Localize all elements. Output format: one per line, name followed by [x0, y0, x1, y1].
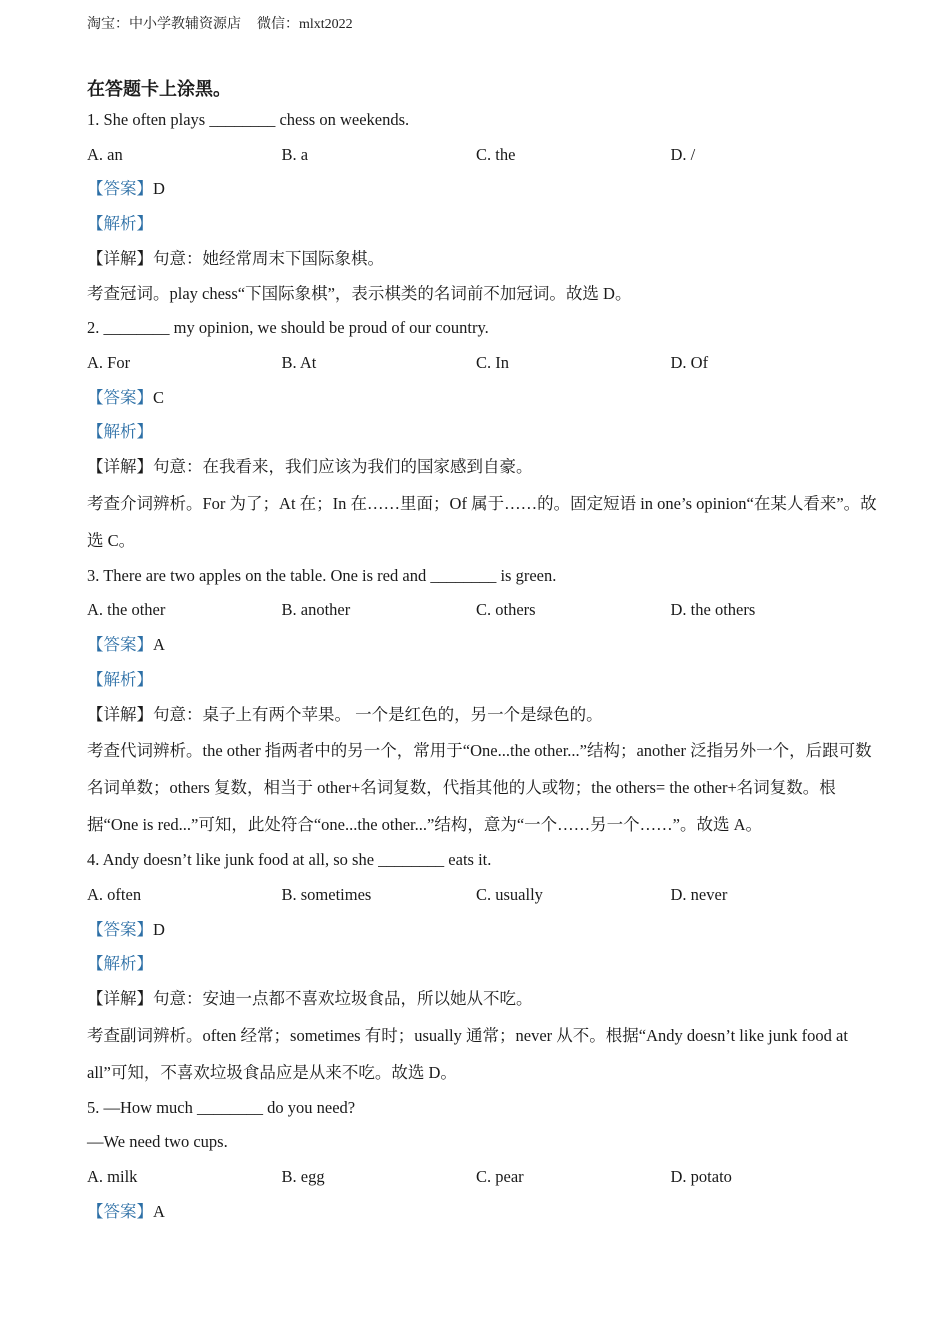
analysis-label: 【解析】: [87, 669, 153, 689]
question-4: [87, 843, 877, 1091]
question-stem: 1. She often plays ________ chess on weekends.: [87, 110, 410, 129]
answer-line: [87, 1195, 877, 1230]
detail-line: [87, 450, 877, 485]
analysis-label: 【解析】: [87, 422, 153, 442]
question-stem: 3. There are two apples on the table. One is red and ________ is green.: [87, 565, 557, 585]
question-3: [87, 559, 877, 844]
question-1: [87, 103, 877, 311]
answer-value: D: [153, 919, 165, 939]
detail-label: 【详解】: [87, 989, 153, 1009]
option-a: A. often: [87, 884, 142, 904]
option-d: D. potato: [670, 1167, 732, 1187]
answer-line: [87, 628, 877, 663]
option-c: C. usually: [476, 884, 543, 904]
analysis-label: 【解析】: [87, 214, 153, 234]
explanation-text: 考查冠词。play chess“下国际象棋”，表示棋类的名词前不加冠词。故选 D。: [87, 283, 632, 303]
header-shop: 淘宝：中小学教辅资源店: [87, 17, 241, 32]
meaning-text: 句意：她经常周末下国际象棋。: [153, 248, 384, 268]
question-2: [87, 311, 877, 559]
options-row: [87, 346, 877, 381]
explanation-text: 考查副词辨析。often 经常；sometimes 有时；usually 通常；never 从不。根据“Andy doesn’t like junk food at all”可知，不喜欢垃圾食品应是从来不吃。故选 D。: [87, 1025, 848, 1082]
meaning-text: 句意：在我看来，我们应该为我们的国家感到自豪。: [153, 457, 533, 477]
question-stem: 2. ________ my opinion, we should be proud of our country.: [87, 318, 489, 338]
answer-value: A: [153, 635, 165, 655]
answer-line: [87, 913, 877, 948]
answer-label: 【答案】: [87, 919, 153, 939]
answer-label: 【答案】: [87, 387, 153, 407]
detail-line: [87, 982, 877, 1017]
detail-label: 【详解】: [87, 248, 153, 268]
question-list: [87, 103, 877, 1230]
option-b: B. a: [281, 144, 309, 164]
page-header: [87, 13, 353, 33]
option-b: B. egg: [281, 1167, 325, 1187]
option-d: D. never: [670, 884, 728, 904]
answer-label: 【答案】: [87, 179, 153, 199]
option-c: C. pear: [476, 1167, 524, 1187]
detail-line: [87, 242, 877, 277]
header-wechat: 微信：mlxt2022: [257, 17, 353, 32]
detail-line: [87, 698, 877, 733]
analysis-label: 【解析】: [87, 954, 153, 974]
answer-value: D: [153, 179, 165, 199]
option-d: D. Of: [670, 352, 709, 372]
answer-label: 【答案】: [87, 1201, 153, 1221]
explanation-text: 考查介词辨析。For 为了；At 在；In 在……里面；Of 属于……的。固定短语 in one’s opinion“在某人看来”。故选 C。: [87, 493, 877, 550]
option-b: B. At: [281, 352, 317, 372]
meaning-text: 句意：安迪一点都不喜欢垃圾食品，所以她从不吃。: [153, 989, 533, 1009]
question-stem: 4. Andy doesn’t like junk food at all, so she ________ eats it.: [87, 850, 492, 870]
section-title: 在答题卡上涂黑。: [87, 79, 231, 100]
option-d: D. /: [670, 144, 696, 164]
detail-label: 【详解】: [87, 457, 153, 477]
detail-label: 【详解】: [87, 704, 153, 724]
option-b: B. another: [281, 600, 351, 620]
option-a: A. the other: [87, 600, 166, 620]
answer-value: A: [153, 1201, 165, 1221]
option-c: C. In: [476, 352, 509, 372]
option-a: A. an: [87, 144, 123, 164]
options-row: [87, 593, 877, 628]
option-b: B. sometimes: [281, 884, 372, 904]
options-row: [87, 1160, 877, 1195]
option-d: D. the others: [670, 600, 756, 620]
question-stem-reply: —We need two cups.: [87, 1132, 228, 1152]
answer-line: [87, 381, 877, 416]
options-row: [87, 138, 877, 173]
answer-value: C: [153, 387, 165, 407]
option-a: A. milk: [87, 1167, 138, 1187]
option-a: A. For: [87, 352, 131, 372]
option-c: C. others: [476, 600, 536, 620]
answer-label: 【答案】: [87, 635, 153, 655]
option-c: C. the: [476, 144, 516, 164]
question-stem: 5. —How much ________ do you need?: [87, 1097, 356, 1117]
options-row: [87, 878, 877, 913]
meaning-text: 句意：桌子上有两个苹果。 一个是红色的，另一个是绿色的。: [153, 704, 603, 724]
explanation-text: 考查代词辨析。the other 指两者中的另一个，常用于“One...the other...”结构；another 泛指另外一个，后跟可数名词单数；others 复数，相当于 other+名词复数，代指其他的人或物；the others= the other+名词复数。根据“One is red...”可知，此处符合“one...the other...”结构，意为“一个……另一个……”。故选 A。: [87, 741, 872, 835]
answer-line: [87, 172, 877, 207]
question-5: [87, 1091, 877, 1230]
